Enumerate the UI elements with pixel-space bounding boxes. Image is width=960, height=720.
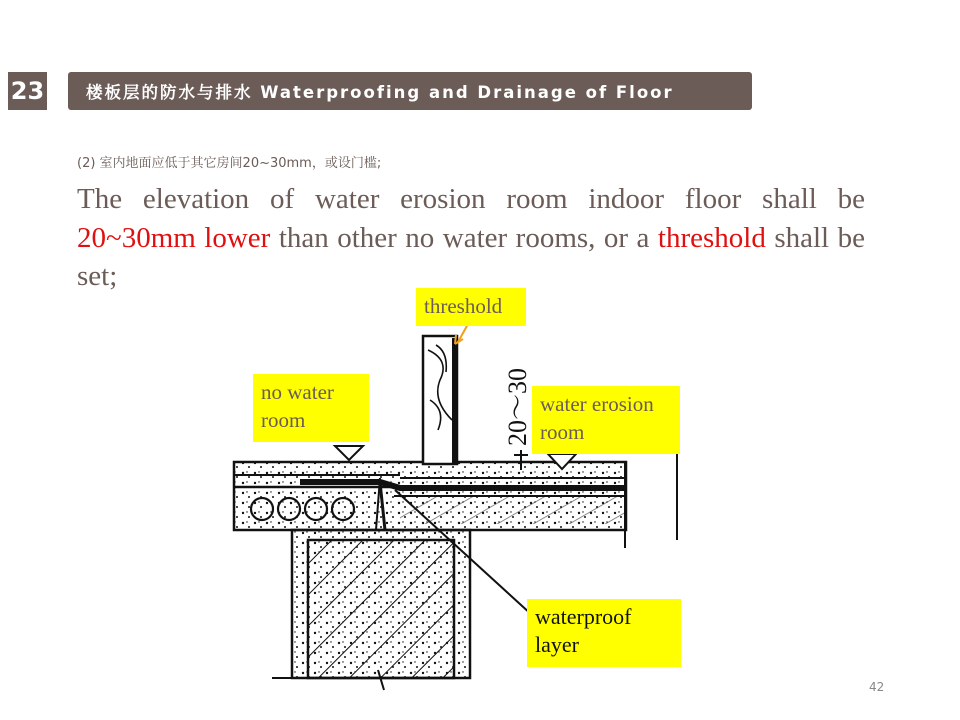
- para-text-1: The elevation of water erosion room indoor floor shall be: [77, 183, 865, 215]
- wall-section: [272, 530, 470, 690]
- page-number: 42: [869, 680, 885, 694]
- chinese-note: (2) 室内地面应低于其它房间20~30mm，或设门槛;: [77, 156, 382, 171]
- callout-no-water-room: no water room: [253, 374, 369, 442]
- level-marker-no-water: [335, 446, 363, 460]
- floor-slab: [234, 462, 626, 530]
- callout-threshold: threshold: [416, 288, 526, 326]
- para-highlight-lower: 20~30mm lower: [77, 221, 271, 254]
- callout-waterproof-layer: waterproof layer: [527, 599, 681, 667]
- dimension-marker: [503, 368, 532, 470]
- threshold-block: [423, 336, 457, 464]
- para-text-3: shall be set;: [77, 221, 865, 292]
- para-text-2: than other no water rooms, or a: [270, 221, 658, 254]
- callout-water-erosion-room: water erosion room: [532, 386, 680, 454]
- slide-title: 楼板层的防水与排水 Waterproofing and Drainage of Floor: [68, 72, 752, 110]
- dimension-label: 20～30: [503, 367, 532, 446]
- para-highlight-threshold: threshold: [657, 221, 766, 254]
- slide-number-badge: 23: [8, 72, 47, 110]
